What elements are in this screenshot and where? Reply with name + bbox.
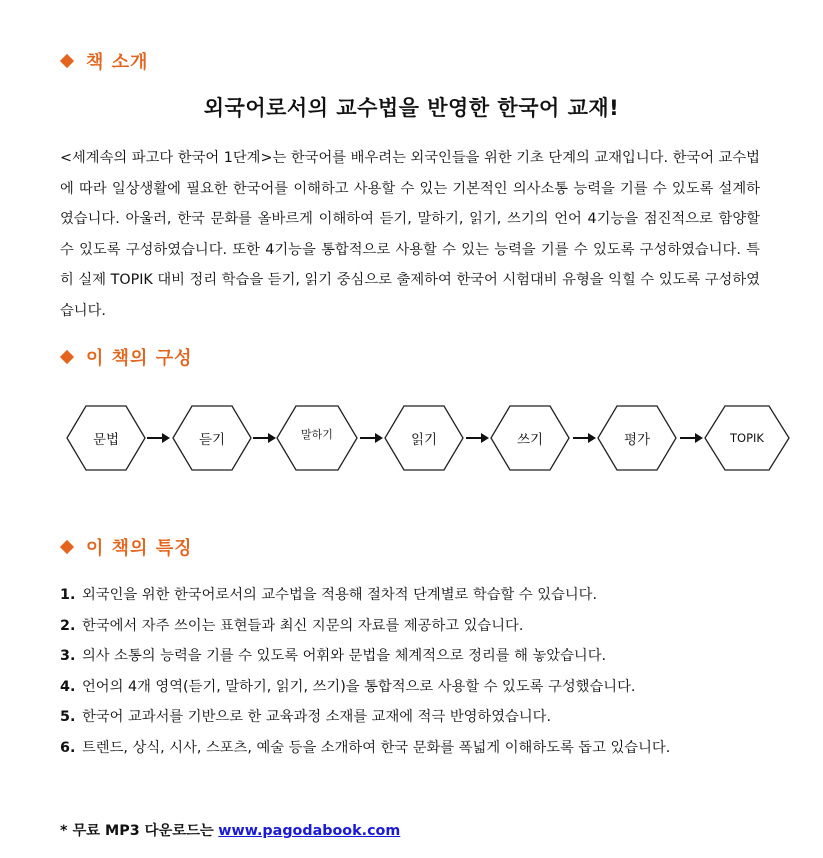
flow-step-topik — [704, 405, 790, 471]
list-item — [60, 702, 760, 733]
download-note — [60, 820, 400, 840]
list-item-number: 2. — [60, 617, 76, 634]
list-item-number: 4. — [60, 678, 76, 695]
download-link[interactable]: www.pagodabook.com — [218, 823, 401, 839]
flow-step-label: 말하기 — [301, 428, 333, 441]
arrow-right-icon — [466, 405, 490, 471]
list-item-number: 1. — [60, 587, 76, 603]
structure-heading-text: 이 책의 구성 — [86, 348, 193, 369]
list-item-text: 한국에서 자주 쓰이는 표현들과 최신 지문의 자료를 제공하고 있습니다. — [82, 617, 524, 634]
flow-step-grammar — [66, 405, 146, 471]
flow-step-label: 듣기 — [198, 432, 226, 448]
flow-step-listening — [172, 405, 252, 471]
flow-step-writing — [490, 405, 570, 471]
diamond-bullet-icon — [60, 350, 74, 364]
intro-heading-text: 책 소개 — [86, 52, 149, 73]
list-item — [60, 580, 760, 611]
list-item-text: 외국인을 위한 한국어로서의 교수법을 적용해 절차적 단계별로 학습할 수 있습니다. — [82, 587, 598, 603]
list-item-text: 의사 소통의 능력을 기를 수 있도록 어휘와 문법을 체계적으로 정리를 해 놓았습니다. — [82, 648, 607, 664]
list-item-text: 트렌드, 상식, 시사, 스포츠, 예술 등을 소개하여 한국 문화를 폭넓게 이해하도록 돕고 있습니다. — [82, 739, 671, 756]
list-item — [60, 672, 760, 703]
diamond-bullet-icon — [60, 54, 74, 68]
list-item-number: 5. — [60, 709, 76, 725]
flow-step-label: TOPIK — [730, 431, 764, 445]
flow-step-label: 읽기 — [410, 432, 438, 448]
list-item — [60, 641, 760, 672]
flow-step-label: 평가 — [623, 432, 651, 448]
arrow-right-icon — [573, 405, 597, 471]
flow-step-label: 쓰기 — [516, 432, 544, 448]
intro-section-heading — [60, 48, 148, 74]
list-item-number: 3. — [60, 648, 76, 664]
features-section-heading — [60, 534, 192, 560]
list-item-number: 6. — [60, 739, 76, 756]
features-heading-text: 이 책의 특징 — [86, 538, 193, 559]
list-item — [60, 611, 760, 642]
list-item-text: 언어의 4개 영역(듣기, 말하기, 읽기, 쓰기)을 통합적으로 사용할 수 있도록 구성했습니다. — [82, 678, 636, 695]
arrow-right-icon — [360, 405, 384, 471]
download-label: * 무료 MP3 다운로드는 — [60, 823, 214, 839]
arrow-right-icon — [147, 405, 171, 471]
arrow-right-icon — [253, 405, 277, 471]
flow-step-speaking — [276, 405, 358, 471]
list-item-text: 한국어 교과서를 기반으로 한 교육과정 소재를 교재에 적극 반영하였습니다. — [82, 709, 552, 725]
structure-section-heading — [60, 344, 192, 370]
main-title: 외국어로서의 교수법을 반영한 한국어 교재! — [203, 96, 620, 120]
intro-paragraph — [60, 143, 760, 327]
flow-step-label: 문법 — [92, 432, 120, 448]
diamond-bullet-icon — [60, 540, 74, 554]
structure-flow-diagram — [0, 405, 823, 473]
arrow-right-icon — [680, 405, 704, 471]
intro-text: <세계속의 파고다 한국어 1단계>는 한국어를 배우려는 외국인들을 위한 기초 단계의 교재입니다. 한국어 교수법에 따라 일상생활에 필요한 한국어를 이해하고 사용할 수 있는 기본적인 의사소통 능력을 기를 수 있도록 설계하였습니다. 아울러, 한국 문화를 올바르게 이해하여 듣기, 말하기, 읽기, 쓰기의 언어 4기능을 점진적으로 함양할 수 있도록 구성하였습니다. 또한 4기능을 통합적으로 사용할 수 있는 능력을 기를 수 있도록 구성하였습니다. 특히 실제 TOPIK 대비 정리 학습을 듣기, 읽기 중심으로 출제하여 한국어 시험대비 유형을 익힐 수 있도록 구성하였습니다. — [60, 150, 760, 319]
features-list — [60, 580, 760, 763]
flow-step-reading — [384, 405, 464, 471]
flow-step-assessment — [597, 405, 677, 471]
list-item — [60, 733, 760, 764]
